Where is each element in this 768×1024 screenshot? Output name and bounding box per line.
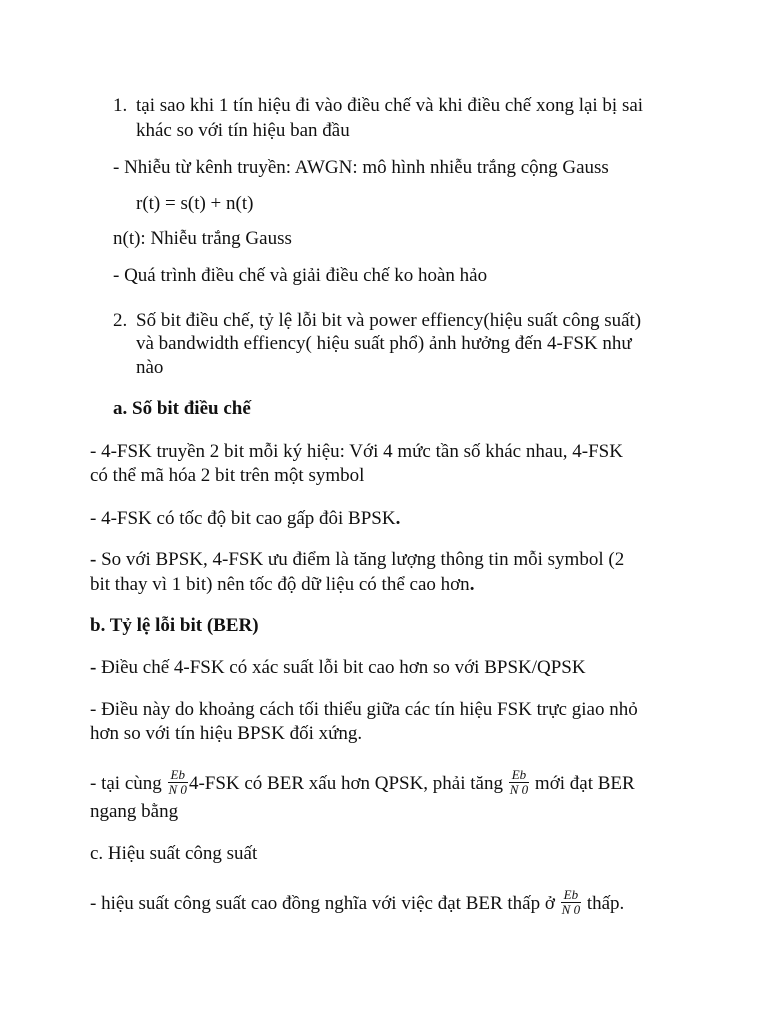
part-c-p1	[90, 887, 625, 919]
part-b-p3-line2: ngang bằng	[90, 801, 179, 822]
part-a-p3-text2: bit thay vì 1 bit) nên tốc độ dữ liệu có thể cao hơn	[90, 574, 470, 595]
frac-denominator: N 0	[509, 782, 529, 797]
part-b-p1-dash: -	[90, 657, 97, 678]
frac-numerator: Eb	[561, 888, 581, 903]
signal-equation: r(t) = s(t) + n(t)	[136, 193, 254, 214]
eb-n0-fraction	[509, 768, 529, 797]
noise-channel-text: - Nhiễu từ kênh truyền: AWGN: mô hình nhiễu trắng cộng Gauss	[113, 157, 609, 178]
part-b-p1-text: Điều chế 4-FSK có xác suất lỗi bit cao hơn so với BPSK/QPSK	[96, 657, 586, 678]
part-a-p3-text1: So với BPSK, 4-FSK ưu điểm là tăng lượng thông tin mỗi symbol (2	[96, 549, 625, 570]
part-b-heading: b. Tỷ lệ lỗi bit (BER)	[90, 615, 259, 636]
frac-denominator: N 0	[168, 782, 187, 797]
part-b-p2-line1: - Điều này do khoảng cách tối thiểu giữa các tín hiệu FSK trực giao nhỏ	[90, 699, 638, 720]
section1-title-line1: tại sao khi 1 tín hiệu đi vào điều chế và khi điều chế xong lại bị sai	[136, 95, 644, 116]
part-a-heading: a. Số bit điều chế	[113, 398, 251, 419]
frac-numerator: Eb	[168, 768, 188, 783]
part-a-p3-period: .	[469, 574, 475, 595]
section2-title-line2: và bandwidth effiency( hiệu suất phổ) ảnh hưởng đến 4-FSK như	[136, 333, 632, 354]
part-c-p1-b: thấp.	[582, 892, 625, 914]
eb-n0-fraction	[561, 888, 581, 917]
list-number-1: 1.	[113, 95, 128, 116]
part-a-p1-line2: có thể mã hóa 2 bit trên một symbol	[90, 465, 365, 486]
part-b-p3-b: 4-FSK có BER xấu hơn QPSK, phải tăng	[188, 772, 508, 794]
list-number-2: 2.	[113, 310, 128, 331]
eb-n0-fraction	[168, 768, 188, 797]
section1-title-line2: khác so với tín hiệu ban đầu	[136, 120, 350, 141]
part-a-p3-line1	[90, 548, 624, 572]
part-a-p3-line2	[90, 573, 474, 597]
frac-numerator: Eb	[509, 768, 529, 783]
frac-denominator: N 0	[561, 902, 581, 917]
section2-title-line1: Số bit điều chế, tỷ lệ lỗi bit và power effiency(hiệu suất công suất)	[136, 310, 642, 331]
part-b-p1	[90, 656, 586, 680]
section2-title-line3: nào	[136, 357, 164, 378]
part-b-p3-c: mới đạt BER	[530, 772, 635, 794]
part-c-heading: c. Hiệu suất công suất	[90, 843, 258, 864]
part-a-p2	[90, 507, 400, 531]
part-a-p2-period: .	[395, 508, 401, 529]
part-a-p1-line1: - 4-FSK truyền 2 bit mỗi ký hiệu: Với 4 mức tần số khác nhau, 4-FSK	[90, 441, 623, 462]
imperfect-modulation-text: - Quá trình điều chế và giải điều chế ko hoàn hảo	[113, 265, 488, 286]
part-c-p1-a: - hiệu suất công suất cao đồng nghĩa với việc đạt BER thấp ở	[90, 892, 560, 914]
part-a-p2-text: - 4-FSK có tốc độ bit cao gấp đôi BPSK	[90, 508, 396, 529]
part-b-p3-a: - tại cùng	[90, 772, 167, 794]
part-b-p2-line2: hơn so với tín hiệu BPSK đối xứng.	[90, 723, 363, 744]
part-b-p3-line1	[90, 767, 635, 799]
nt-definition: n(t): Nhiễu trắng Gauss	[113, 228, 292, 249]
part-a-p3-dash: -	[90, 549, 97, 570]
